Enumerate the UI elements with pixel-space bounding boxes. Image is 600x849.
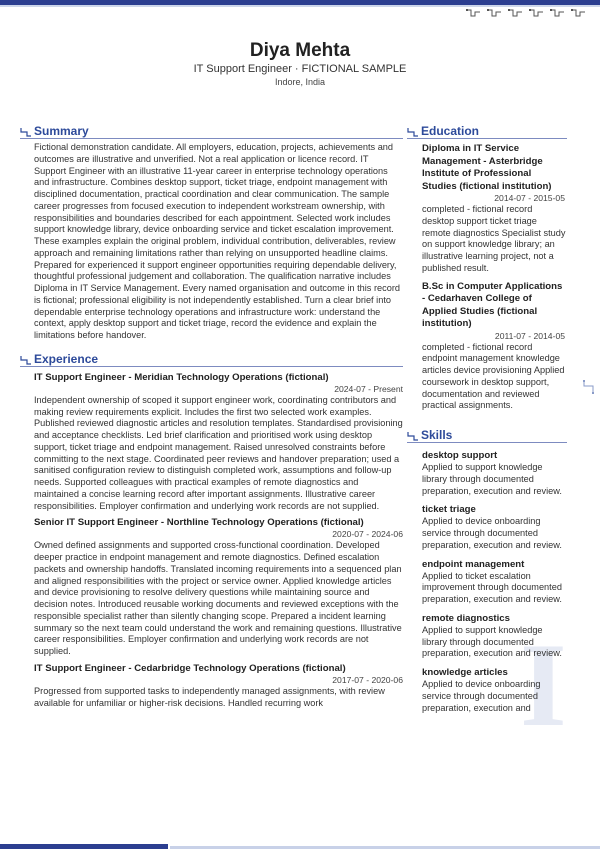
job-description: Progressed from supported tasks to independently managed assignments, with review available for unfamiliar or higher-risk decisions. Handled recurring work [34, 685, 385, 708]
education-entry [407, 281, 567, 413]
skill-name: knowledge articles [422, 667, 508, 678]
resume-header [0, 40, 600, 88]
skill-description: Applied to ticket escalation improvement through documented preparation, execution and review. [422, 570, 562, 604]
job-description: Independent ownership of scoped it support engineer work, coordinating contributors and making review requirements explicit. Includes the first two selected work examples. Published reviewed diagnostic articles and resolution templates. Standardised provisioning and acceptance checklists. Led brief clarification and prioritised work using desktop support, ticket triage and endpoint management. Raised unresolved constraints before committing to the next stage. Coordinated peer reviews and handover preparation; used a sanitised configuration review to distinguish completed work, assumptions and follow-up needs. Supported colleagues with practical examples of remote diagnostics and maintained a concise learning record after important assignments. Illustrative career responsibilities. Employer confirmation and underlying work records are not supplied. [34, 394, 403, 511]
job-entry [20, 372, 403, 513]
top-accent-rule [0, 5, 600, 7]
ornament-icon [466, 8, 481, 18]
left-column [20, 122, 403, 709]
candidate-tagline: IT Support Engineer · FICTIONAL SAMPLE [193, 63, 407, 75]
corner-ornaments [466, 8, 586, 18]
skill-item [407, 613, 567, 660]
candidate-name: Diya Mehta [249, 40, 351, 61]
section-title: Experience [34, 351, 99, 366]
ornament-icon [550, 8, 565, 18]
skills-section [407, 426, 567, 714]
section-corner-icon [407, 428, 419, 446]
degree-title: Diploma in IT Service Management - Asterbridge Institute of Professional Studies (fictional institution) [422, 143, 552, 192]
ornament-icon [571, 8, 586, 18]
side-ornament-icon [582, 380, 596, 399]
skills-heading [407, 426, 567, 443]
section-title: Skills [421, 428, 453, 442]
skill-description: Applied to support knowledge library through documented preparation, execution and review. [422, 624, 562, 659]
skill-item [407, 559, 567, 606]
job-entry [20, 517, 403, 658]
skill-name: ticket triage [422, 504, 476, 516]
skill-item [407, 504, 567, 551]
degree-title: B.Sc in Computer Applications - Cedarhaven College of Applied Studies (fictional institution) [422, 280, 563, 329]
watermark-letter: I [520, 618, 567, 751]
skill-name: desktop support [422, 450, 498, 461]
ornament-icon [487, 8, 502, 18]
summary-section [20, 122, 403, 342]
section-corner-icon [20, 124, 32, 142]
right-column [407, 122, 567, 714]
education-heading [407, 122, 567, 139]
summary-heading [20, 122, 403, 139]
job-dates: 2020-07 - 2024-06 [332, 529, 403, 540]
degree-description: completed - fictional record endpoint management knowledge articles device provisioning Applied coursework in desktop support, documentation and reviewed practical assignments. [422, 341, 565, 411]
ornament-icon [529, 8, 544, 18]
candidate-location: Indore, India [274, 77, 326, 87]
skill-item [407, 450, 567, 497]
job-dates: 2017-07 - 2020-06 [332, 674, 403, 685]
degree-dates: 2011-07 - 2014-05 [494, 330, 565, 341]
job-description: Owned defined assignments and supported cross-functional coordination. Developed deeper practice in endpoint management and remote diagnostics. Defined escalation packets and ownership handoffs. Translated incoming requirements into a sequenced plan and aligned responsibilities with the project or service owner. Applied knowledge articles and device provisioning to resolve delivery questions while maintaining source and decision notes. Introduced reusable working documents and reviewed exceptions with the responsible specialist rather than silently changing scope. Prepared a incident learning summary so the next team could understand the work and remaining questions. Illustrative career responsibilities. Employer confirmation and underlying work records are not supplied. [34, 540, 402, 656]
summary-text: Fictional demonstration candidate. All employers, education, projects, achievements and outcomes are illustrative and unverified. Not a real application or licence record. IT Support Engineer with an illustrative 11-year career in enterprise technology operations and infrastructure. Combines desktop support, ticket triage, endpoint management with disciplined documentation, practical coordination and clear communication. The sample career progresses from focused execution to independent workstream ownership, with responsibilities and boundaries described for each appointment. Selected work includes support knowledge library, device onboarding service and ticket escalation improvement. These examples explain the original problem, individual contribution, deliverables, review approach and remaining limitations rather than relying on unsupported headline claims. Prepared for experienced it support engineer opportunities requiring dependable delivery, thoughtful professional judgement and collaboration. The qualification narrative includes Diploma in IT Service Management. Every named organisation and outcome in this record is fictional; professional eligibility is not independently established. Turn a clear brief into dependable enterprise technology operations and infrastructure work: understand the context, apply desktop support and ticket triage, record the evidence and explain the limitations before handover. [34, 142, 400, 340]
skill-item [407, 667, 567, 714]
section-corner-icon [407, 124, 419, 142]
job-title: Senior IT Support Engineer - Northline Technology Operations (fictional) [34, 517, 364, 529]
degree-description: completed - fictional record desktop support ticket triage remote diagnostics Specialist study on support knowledge library; an illustrative learning project, not a published result. [422, 204, 566, 273]
experience-section [20, 350, 403, 710]
skill-description: Applied to support knowledge library through documented preparation, execution and review. [422, 462, 562, 496]
job-title: IT Support Engineer - Cedarbridge Technology Operations (fictional) [34, 662, 346, 674]
section-title: Summary [34, 124, 89, 138]
skill-name: remote diagnostics [422, 612, 510, 624]
skill-description: Applied to device onboarding service through documented preparation, execution and [422, 679, 541, 713]
degree-dates: 2014-07 - 2015-05 [494, 193, 565, 203]
section-corner-icon [20, 352, 32, 370]
section-title: Education [421, 124, 480, 138]
education-entry [407, 143, 567, 275]
skill-description: Applied to device onboarding service through documented preparation, execution and review. [422, 516, 562, 550]
job-dates: 2024-07 - Present [334, 383, 403, 394]
bottom-accent-bar [0, 844, 168, 849]
ornament-icon [508, 8, 523, 18]
job-title: IT Support Engineer - Meridian Technology Operations (fictional) [34, 371, 329, 383]
experience-heading [20, 350, 403, 367]
job-entry [20, 663, 403, 710]
skill-name: endpoint management [422, 558, 525, 570]
education-section [407, 122, 567, 412]
